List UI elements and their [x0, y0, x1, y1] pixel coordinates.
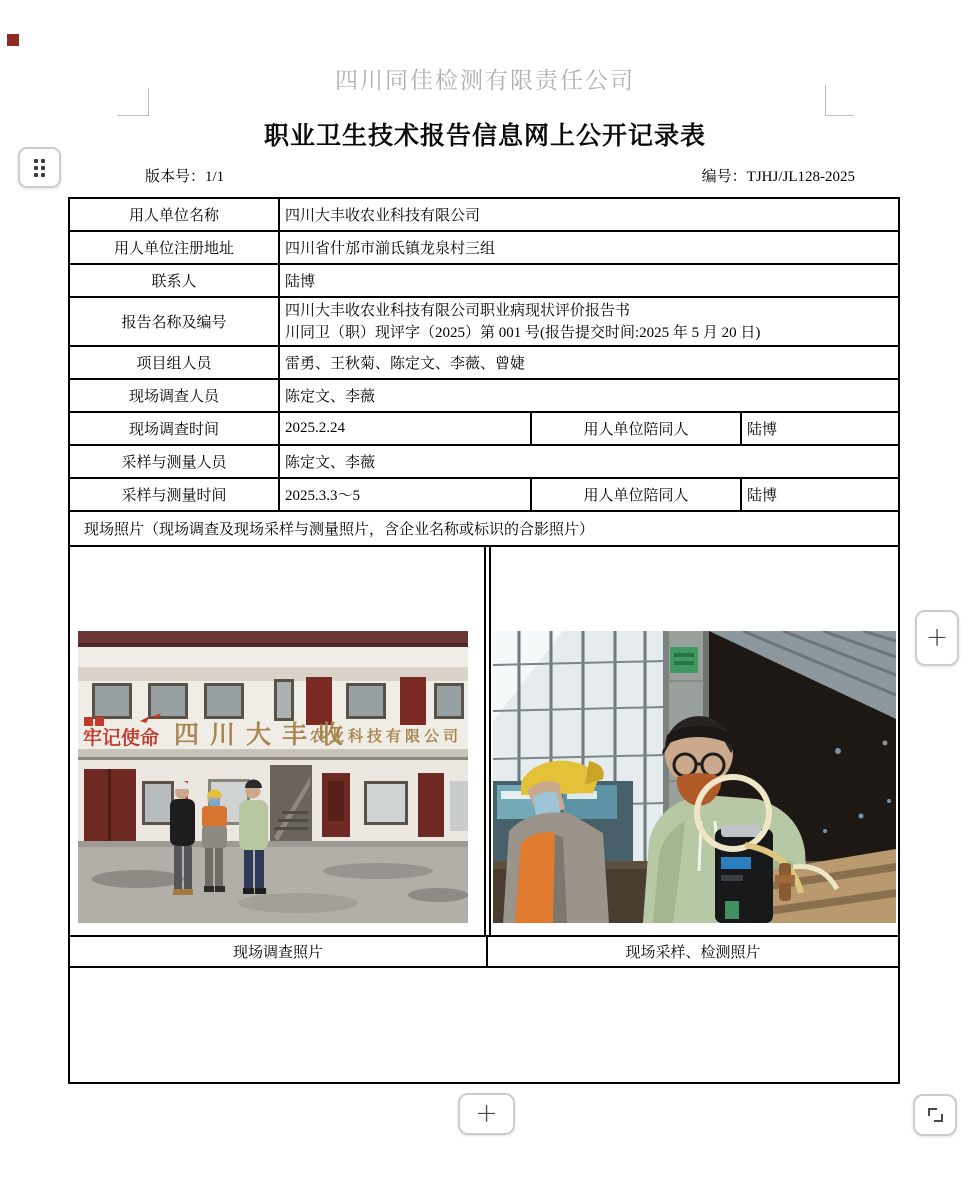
table-row	[70, 446, 898, 479]
accompany-value: 陆博	[747, 422, 778, 438]
table-row	[70, 413, 898, 446]
table-row	[70, 232, 898, 265]
row-label: 用人单位名称	[70, 199, 280, 230]
banner-text: 牢记使命	[83, 728, 160, 749]
plus-icon: +	[475, 1097, 498, 1129]
table-row	[70, 479, 898, 512]
code-label: 编号：TJHJ/JL128-2025	[701, 169, 855, 185]
table-row	[70, 265, 898, 298]
sign-main-text: 四川大丰收	[174, 722, 355, 749]
expand-corners-icon	[928, 1108, 943, 1122]
accompany-label: 用人单位陪同人	[532, 413, 742, 444]
photo-row	[70, 547, 898, 937]
photos-header: 现场照片（现场调查及现场采样与测量照片，含企业名称或标识的合影照片）	[70, 512, 898, 547]
grid-menu-button[interactable]	[18, 147, 61, 188]
page-title: 职业卫生技术报告信息网上公开记录表	[263, 123, 706, 150]
row-label: 采样与测量时间	[70, 479, 280, 510]
photo-cell-sampling	[489, 547, 898, 935]
plus-icon: +	[925, 621, 949, 653]
caption-row	[70, 937, 898, 968]
row-value: 四川大丰收农业科技有限公司	[285, 208, 481, 224]
fullscreen-button[interactable]	[913, 1094, 957, 1136]
row-value: 陈定文、李薇	[285, 455, 376, 471]
accompany-value: 陆博	[747, 488, 778, 504]
sampling-photo	[493, 631, 896, 923]
grid-dots-icon	[34, 159, 45, 177]
record-table	[68, 197, 900, 1084]
table-row	[70, 199, 898, 232]
row-value: 雷勇、王秋菊、陈定文、李薇、曾婕	[285, 356, 526, 372]
row-label: 用人单位注册地址	[70, 232, 280, 263]
row-label: 现场调查时间	[70, 413, 280, 444]
row-value: 2025.3.3～5	[280, 479, 532, 510]
survey-photo	[78, 631, 468, 923]
red-marker-icon	[7, 34, 19, 46]
row-label: 现场调查人员	[70, 380, 280, 411]
sign-sub-text: 农业科技有限公司	[310, 729, 463, 745]
row-value: 四川省什邡市湔氐镇龙泉村三组	[285, 241, 496, 257]
row-value: 陈定文、李薇	[285, 389, 376, 405]
survey-photo-caption: 现场调查照片	[70, 937, 488, 966]
report-name-line: 四川大丰收农业科技有限公司职业病现状评价报告书	[285, 302, 631, 319]
row-label: 联系人	[70, 265, 280, 296]
add-button-right[interactable]	[915, 610, 959, 666]
row-value: 陆博	[285, 274, 316, 290]
table-row	[70, 347, 898, 380]
row-value	[280, 298, 898, 345]
table-row	[70, 380, 898, 413]
accompany-label: 用人单位陪同人	[532, 479, 742, 510]
version-label: 版本号：1/1	[145, 169, 225, 185]
photo-cell-survey	[70, 547, 486, 935]
row-label: 采样与测量人员	[70, 446, 280, 477]
report-code-line: 川同卫（职）现评字（2025）第 001 号(报告提交时间:2025 年 5 月 20 日)	[285, 324, 761, 341]
company-header: 四川同佳检测有限责任公司	[335, 68, 635, 93]
table-row	[70, 298, 898, 347]
row-label: 项目组人员	[70, 347, 280, 378]
row-value: 2025.2.24	[280, 413, 532, 444]
sampling-photo-caption: 现场采样、检测照片	[625, 945, 761, 961]
row-label: 报告名称及编号	[70, 298, 280, 345]
empty-row	[70, 968, 898, 1082]
add-button-bottom[interactable]	[458, 1093, 515, 1135]
